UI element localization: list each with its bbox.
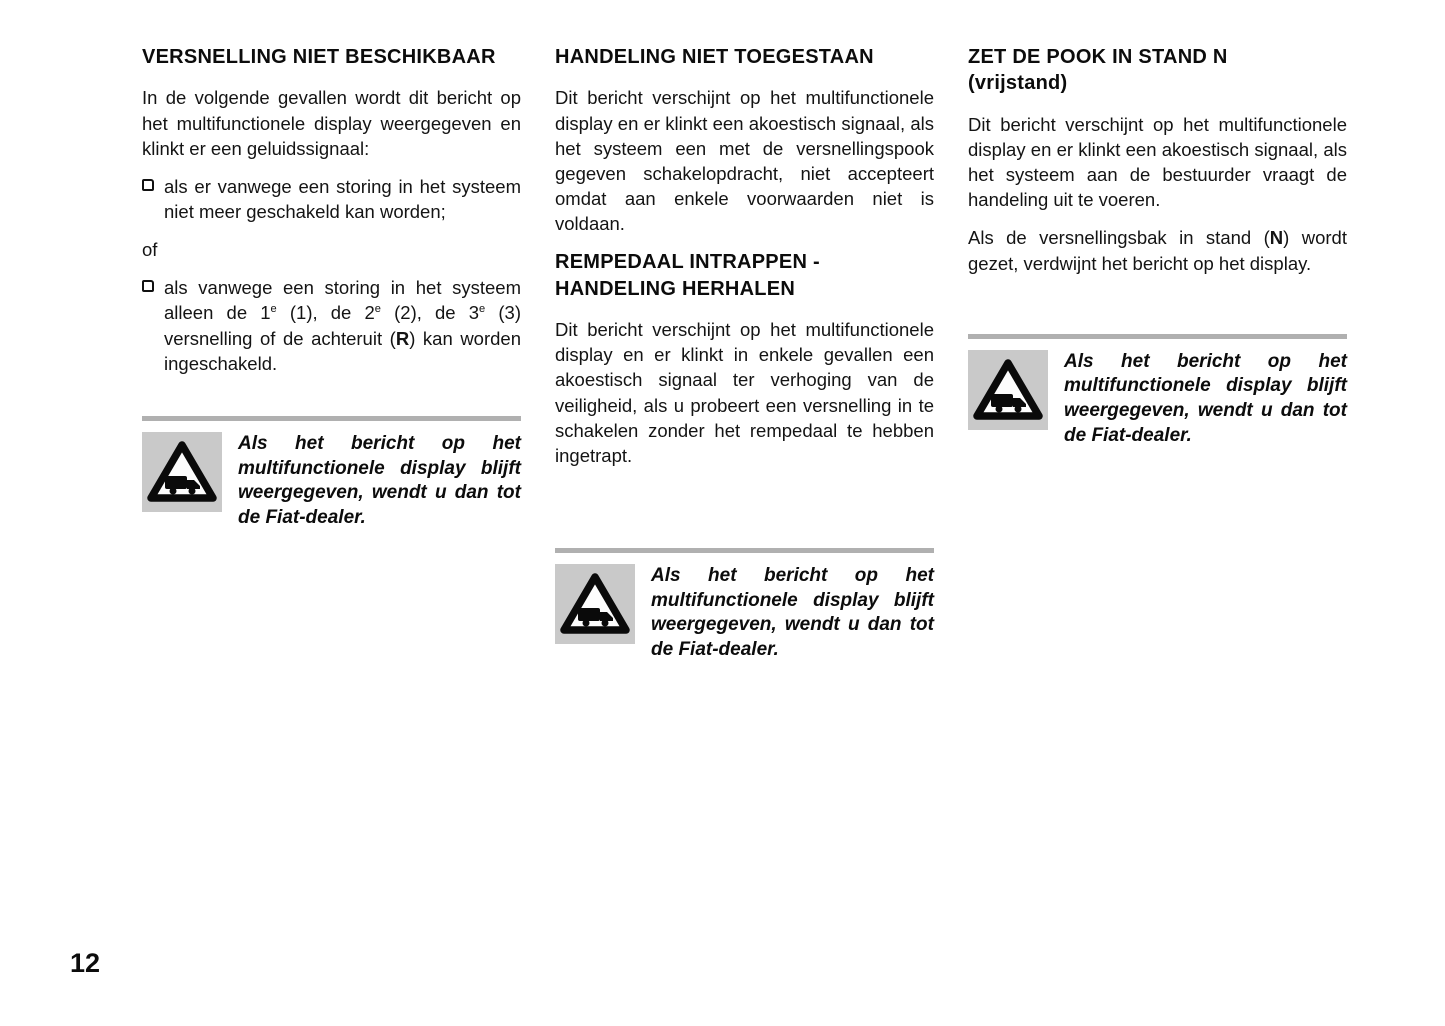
column-gear-unavailable	[142, 44, 521, 663]
list-item	[142, 174, 521, 224]
warning-triangle-icon	[555, 564, 635, 644]
divider	[555, 548, 934, 553]
warning-triangle-icon	[968, 350, 1048, 430]
warning-text: Als het bericht op het multifunctionele display blijft weergegeven, wendt u dan tot de Fiat-dealer.	[238, 432, 521, 529]
list-item-text: als vanwege een storing in het systeem alleen de 1e (1), de 2e (2), de 3e (3) versnelling of de achteruit (R) kan worden ingeschakeld.	[164, 277, 521, 374]
divider	[142, 416, 521, 421]
square-bullet-icon	[142, 179, 154, 191]
column-put-lever-in-n	[968, 44, 1347, 663]
section-heading: VERSNELLING NIET BESCHIKBAAR	[142, 46, 496, 68]
warning-note	[968, 334, 1347, 449]
paragraph: Dit bericht verschijnt op het multifunctionele display en er klinkt een akoestisch signaal, als het systeem aan de bestuurder vraagt de handeling uit te voeren.	[968, 113, 1347, 211]
warning-text: Als het bericht op het multifunctionele display blijft weergegeven, wendt u dan tot de Fiat-dealer.	[1064, 350, 1347, 446]
list-item	[142, 275, 521, 376]
list-item-text: als er vanwege een storing in het systeem niet meer geschakeld kan worden;	[164, 175, 521, 223]
paragraph: In de volgende gevallen wordt dit bericht op het multifunctionele display weergegeven en klinkt er een geluidssignaal:	[142, 87, 521, 159]
square-bullet-icon	[142, 280, 154, 292]
section-heading: REMPEDAAL INTRAPPEN - HANDELING HERHALEN	[555, 251, 820, 300]
page-number: 12	[70, 948, 101, 978]
divider	[968, 334, 1347, 339]
column-action-not-allowed	[555, 44, 934, 663]
warning-text: Als het bericht op het multifunctionele display blijft weergegeven, wendt u dan tot de Fiat-dealer.	[651, 565, 934, 661]
warning-note	[555, 548, 934, 663]
list-connector: of	[142, 239, 158, 261]
section-heading: ZET DE POOK IN STAND N (vrijstand)	[968, 46, 1228, 95]
paragraph: Als de versnellingsbak in stand (N) wordt gezet, verdwijnt het bericht op het display.	[968, 227, 1347, 274]
warning-note	[142, 416, 521, 531]
paragraph: Dit bericht verschijnt op het multifunctionele display en er klinkt een akoestisch signaal, als het systeem een met de versnellingspook gegeven schakelopdracht, niet accepteert omdat aan enkele voorwaarden niet is voldaan.	[555, 87, 934, 235]
paragraph: Dit bericht verschijnt op het multifunctionele display en er klinkt in enkele gevallen een akoestisch signaal ter verhoging van de veiligheid, als u probeert een versnelling in te schakelen zonder het rempedaal te hebben ingetrapt.	[555, 319, 934, 466]
warning-triangle-icon	[142, 432, 222, 512]
section-heading: HANDELING NIET TOEGESTAAN	[555, 46, 874, 68]
